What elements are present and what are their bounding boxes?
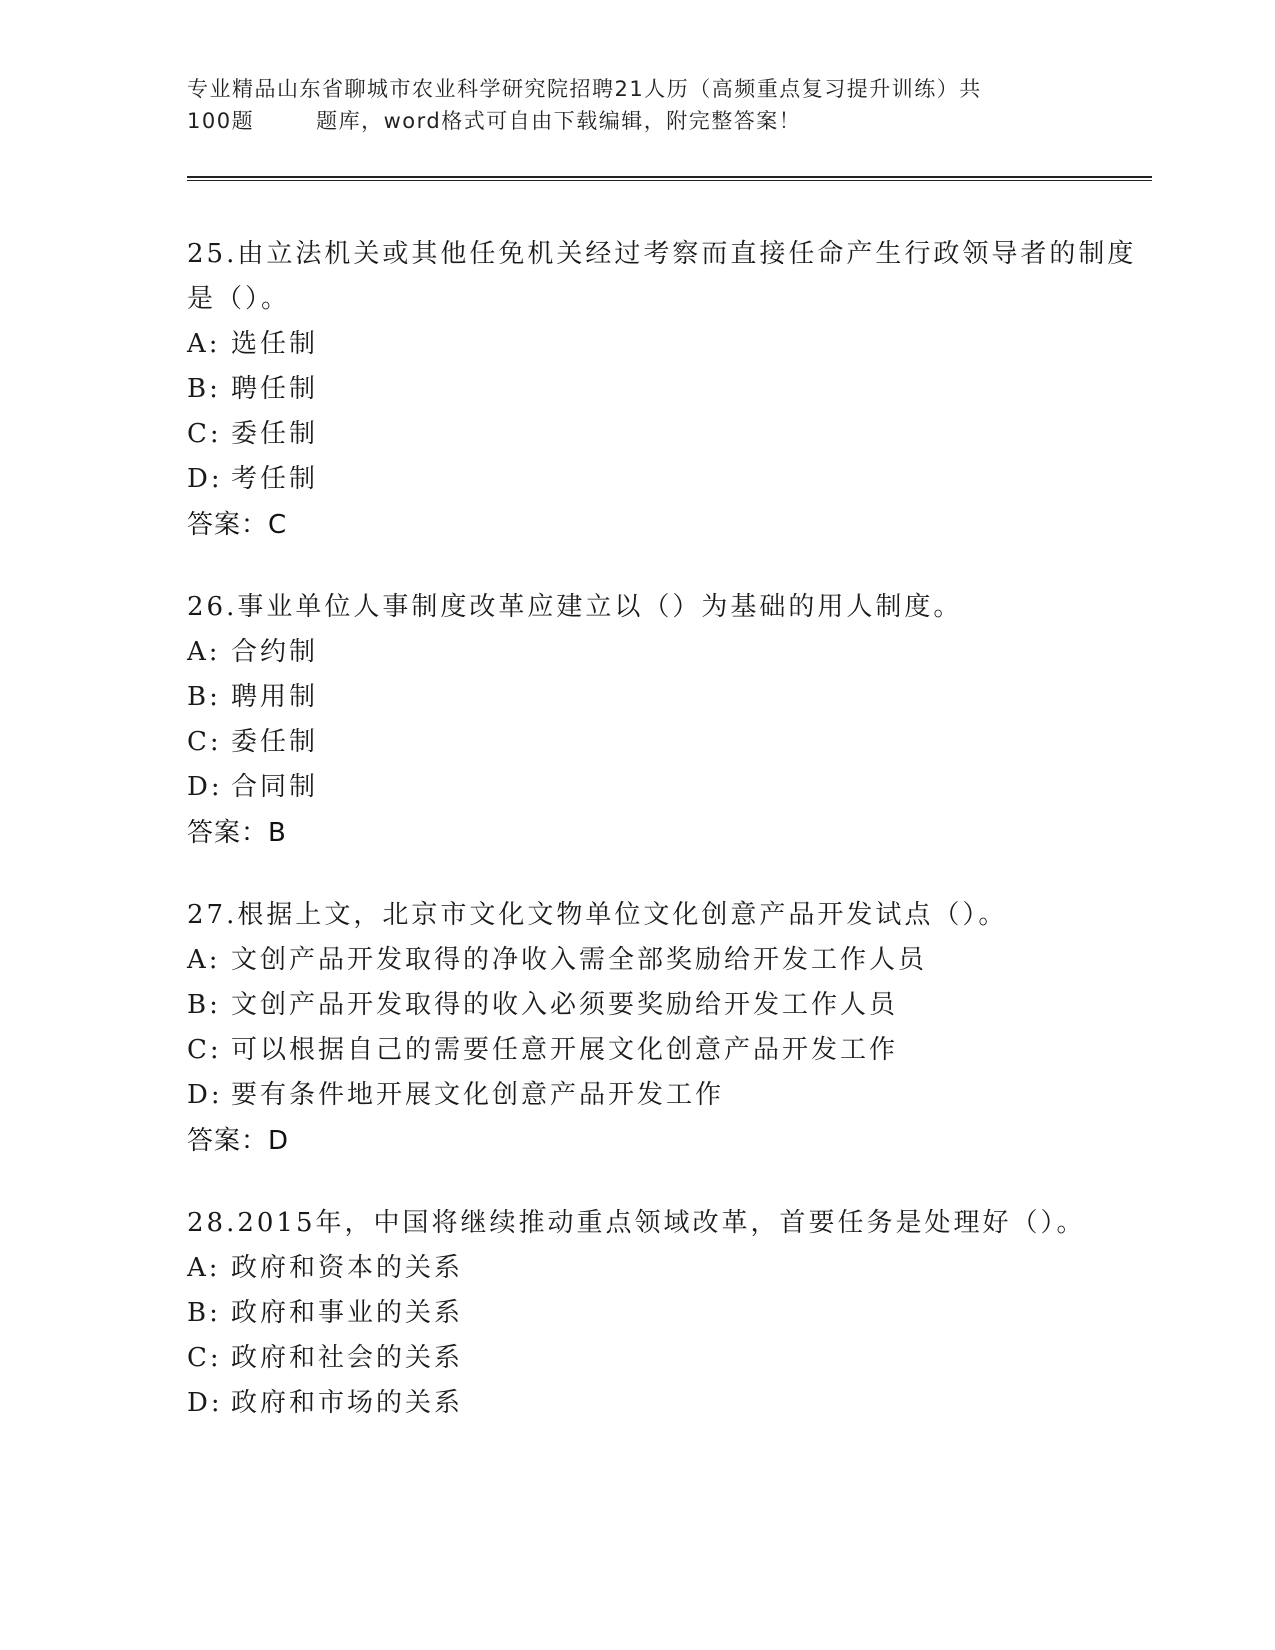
option-letter: C: bbox=[187, 1035, 222, 1065]
option-text: 文创产品开发取得的净收入需全部奖励给开发工作人员 bbox=[231, 945, 928, 975]
option-letter: A: bbox=[187, 637, 221, 667]
option-d bbox=[187, 1073, 1152, 1118]
option-text: 聘用制 bbox=[231, 682, 319, 712]
option-text: 合约制 bbox=[231, 637, 319, 667]
question-25 bbox=[187, 232, 1152, 549]
option-b bbox=[187, 675, 1152, 720]
option-d bbox=[187, 765, 1152, 810]
option-text: 选任制 bbox=[231, 329, 319, 359]
option-b bbox=[187, 1291, 1152, 1336]
option-text: 委任制 bbox=[231, 727, 319, 757]
question-27 bbox=[187, 893, 1152, 1165]
option-text: 考任制 bbox=[231, 464, 319, 494]
option-letter: D: bbox=[187, 464, 223, 494]
question-text: 25.由立法机关或其他任免机关经过考察而直接任命产生行政领导者的制度是（）。 bbox=[187, 239, 1137, 314]
option-text: 政府和事业的关系 bbox=[231, 1298, 464, 1328]
option-b bbox=[187, 367, 1152, 412]
option-letter: B: bbox=[187, 1298, 221, 1328]
option-letter: C: bbox=[187, 419, 222, 449]
option-text: 委任制 bbox=[231, 419, 319, 449]
option-c bbox=[187, 720, 1152, 765]
option-letter: A: bbox=[187, 329, 221, 359]
option-d bbox=[187, 1381, 1152, 1426]
option-text: 聘任制 bbox=[231, 374, 319, 404]
option-a bbox=[187, 630, 1152, 675]
question-26 bbox=[187, 585, 1152, 857]
option-letter: A: bbox=[187, 1253, 221, 1283]
option-letter: C: bbox=[187, 727, 222, 757]
option-b bbox=[187, 983, 1152, 1028]
option-text: 政府和资本的关系 bbox=[231, 1253, 464, 1283]
option-a bbox=[187, 1246, 1152, 1291]
header-line-1: 专业精品山东省聊城市农业科学研究院招聘21人历（高频重点复习提升训练）共 bbox=[187, 77, 982, 101]
option-letter: B: bbox=[187, 374, 221, 404]
option-letter: A: bbox=[187, 945, 221, 975]
answer-line: 答案：D bbox=[187, 1126, 290, 1156]
option-text: 合同制 bbox=[231, 772, 319, 802]
header-divider bbox=[187, 176, 1152, 181]
header-line-2 bbox=[187, 105, 1107, 137]
option-letter: D: bbox=[187, 1080, 223, 1110]
option-letter: C: bbox=[187, 1343, 222, 1373]
option-a bbox=[187, 322, 1152, 367]
option-letter: B: bbox=[187, 682, 221, 712]
option-text: 政府和市场的关系 bbox=[231, 1388, 464, 1418]
option-a bbox=[187, 938, 1152, 983]
question-text: 26.事业单位人事制度改革应建立以（）为基础的用人制度。 bbox=[187, 592, 963, 622]
header-description: 题库，word格式可自由下载编辑，附完整答案！ bbox=[316, 109, 802, 133]
question-text: 27.根据上文，北京市文化文物单位文化创意产品开发试点（）。 bbox=[187, 900, 1008, 930]
header-question-count: 100题 bbox=[187, 109, 255, 133]
question-list bbox=[187, 232, 1152, 1462]
option-c bbox=[187, 412, 1152, 457]
question-28 bbox=[187, 1201, 1152, 1426]
document-header bbox=[187, 73, 1107, 137]
answer-line: 答案：C bbox=[187, 510, 288, 540]
option-letter: B: bbox=[187, 990, 221, 1020]
option-letter: D: bbox=[187, 1388, 223, 1418]
option-c bbox=[187, 1336, 1152, 1381]
option-text: 政府和社会的关系 bbox=[231, 1343, 464, 1373]
option-letter: D: bbox=[187, 772, 223, 802]
option-text: 可以根据自己的需要任意开展文化创意产品开发工作 bbox=[231, 1035, 899, 1065]
option-text: 要有条件地开展文化创意产品开发工作 bbox=[231, 1080, 725, 1110]
option-d bbox=[187, 457, 1152, 502]
answer-line: 答案：B bbox=[187, 818, 287, 848]
question-text: 28.2015年，中国将继续推动重点领域改革，首要任务是处理好（）。 bbox=[187, 1208, 1086, 1238]
option-c bbox=[187, 1028, 1152, 1073]
option-text: 文创产品开发取得的收入必须要奖励给开发工作人员 bbox=[231, 990, 899, 1020]
